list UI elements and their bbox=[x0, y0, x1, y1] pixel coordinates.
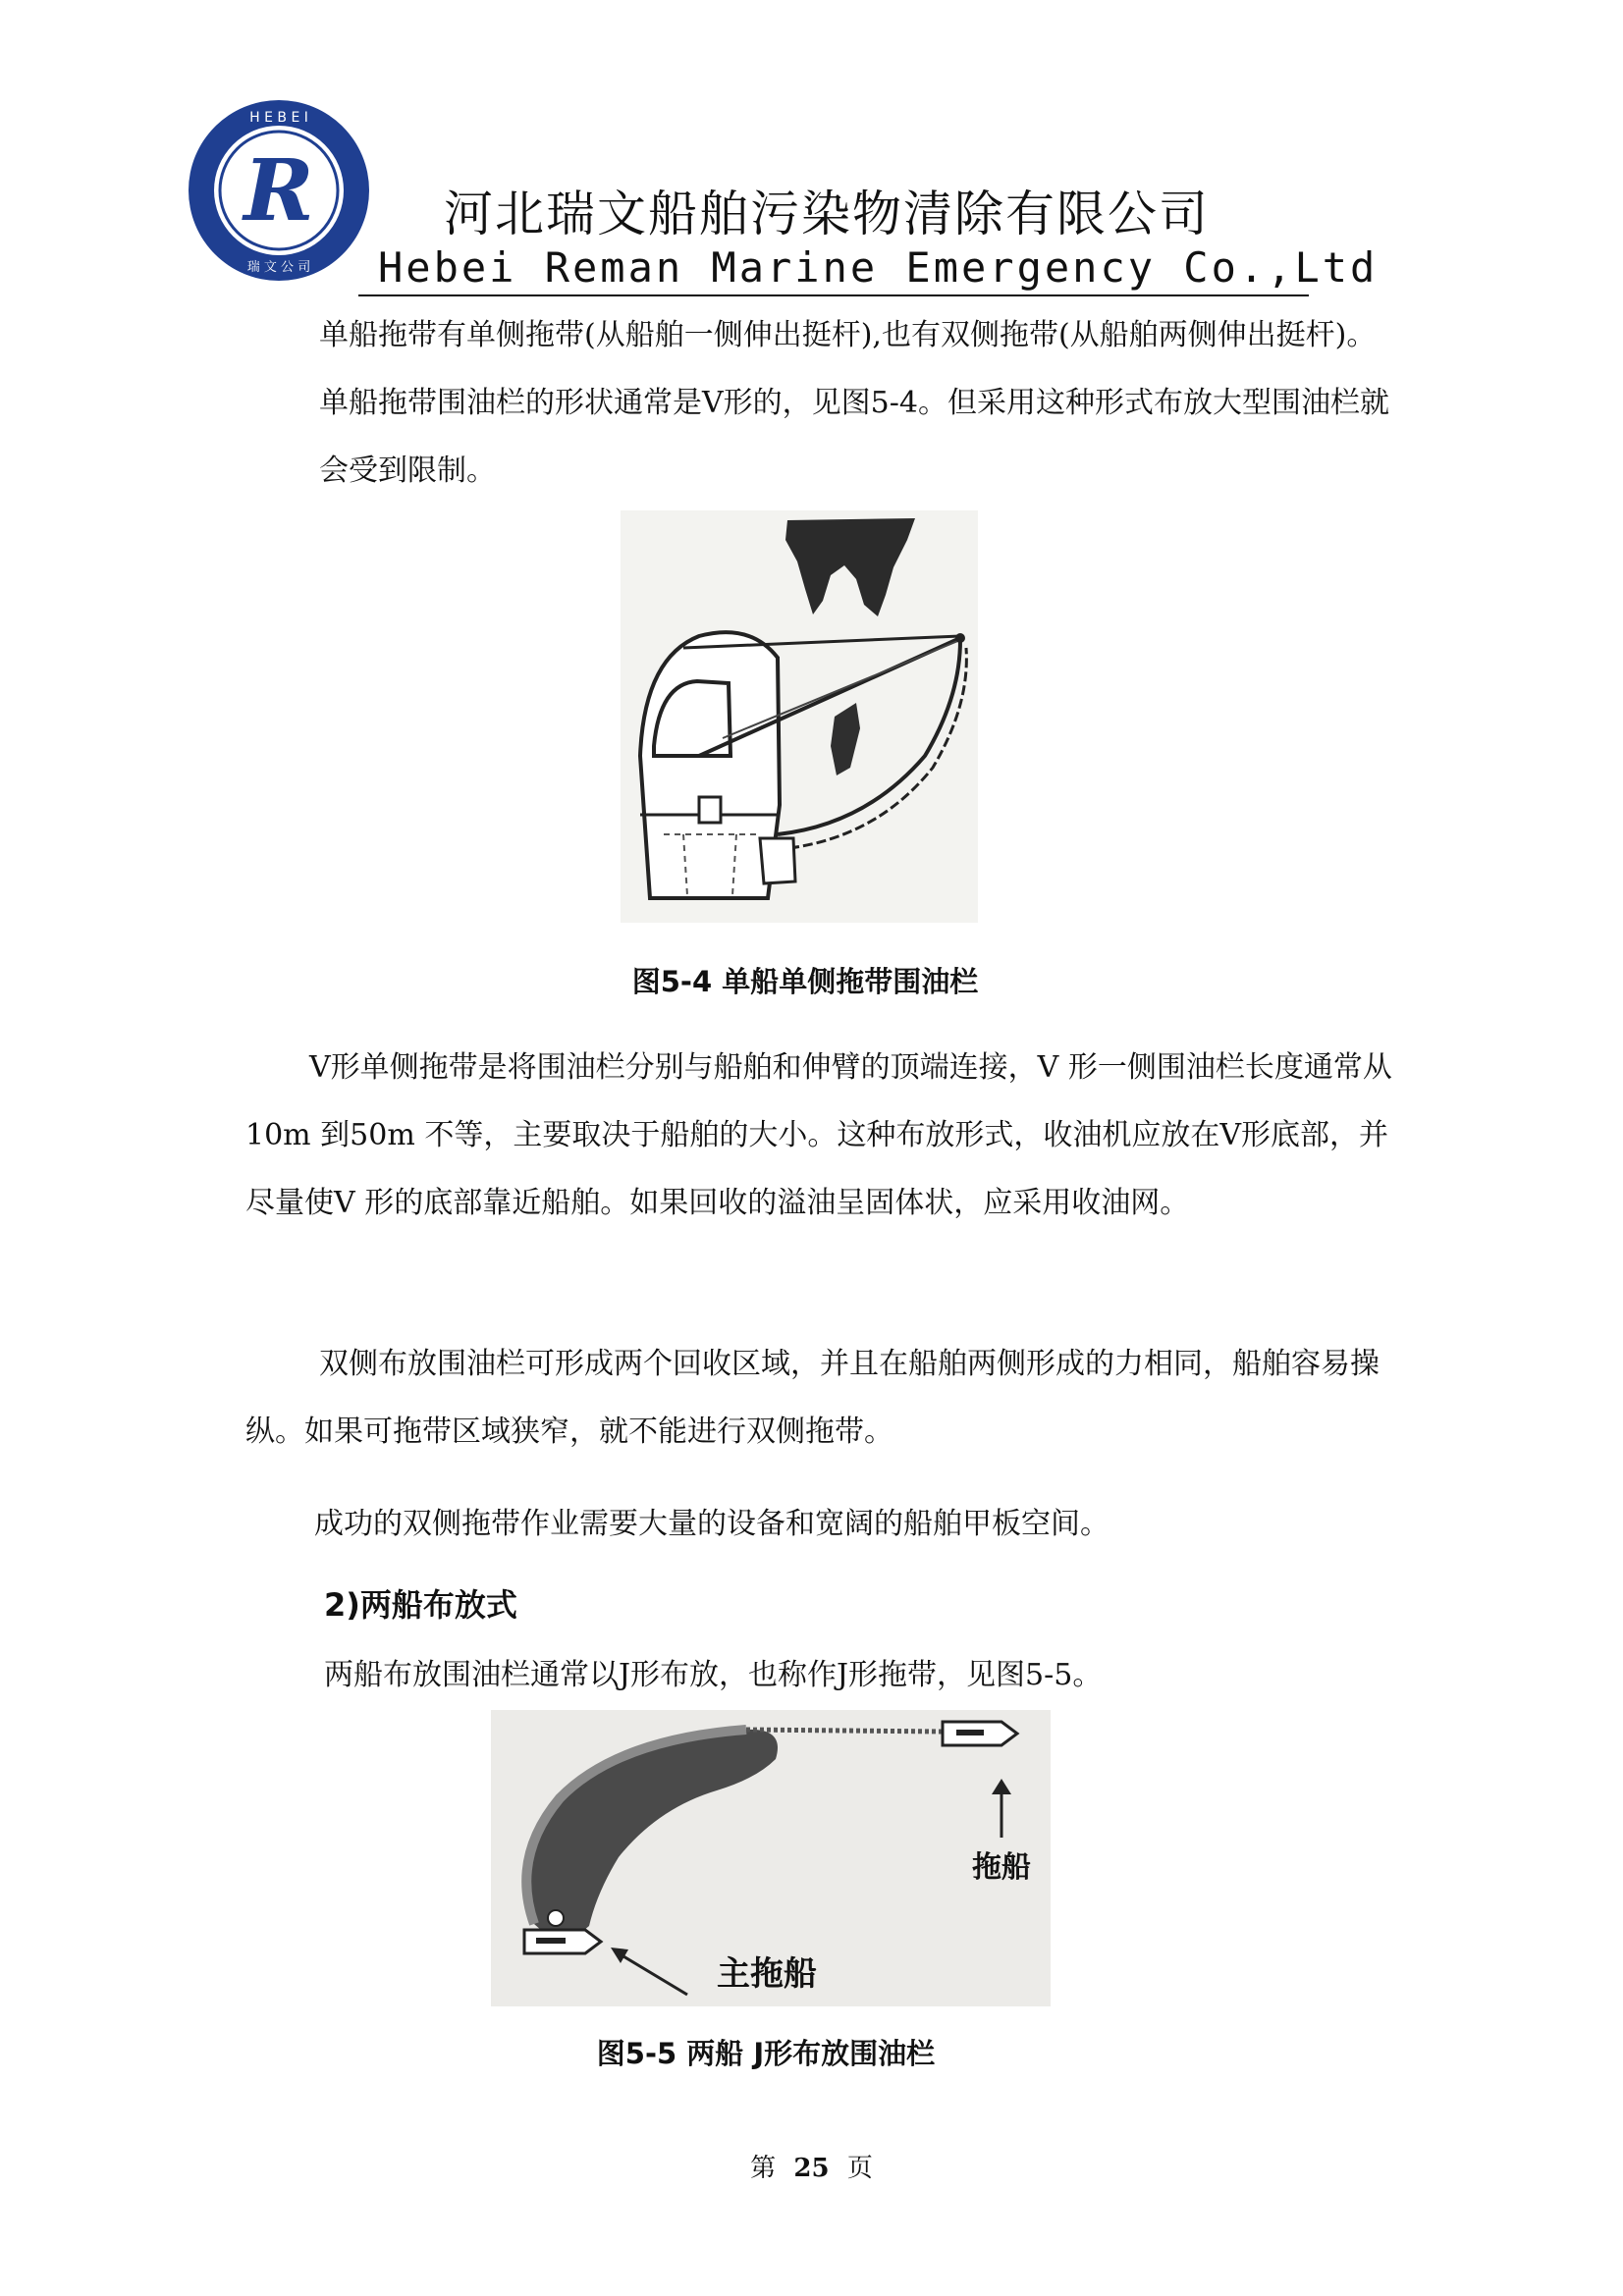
paragraph-v-single-side: V形单侧拖带是将围油栏分别与船舶和伸臂的顶端连接，V 形一侧围油栏长度通常从 10m 到50m 不等，主要取决于船舶的大小。这种布放形式，收油机应放在V形底部，并尽量使V 形的底部靠近船舶。如果回收的溢油呈固体状，应采用收油网。 bbox=[245, 1050, 1392, 1220]
page-suffix: 页 bbox=[846, 2154, 873, 2183]
figure-5-5-two-vessel-j-boom bbox=[491, 1710, 1051, 2006]
logo-letter: R bbox=[243, 141, 314, 240]
page-footer bbox=[0, 2148, 1623, 2184]
paragraph-double-side-equipment: 成功的双侧拖带作业需要大量的设备和宽阔的船舶甲板空间。 bbox=[314, 1507, 1109, 1541]
paragraph-single-vessel-towing: 单船拖带有单侧拖带(从船舶一侧伸出挺杆),也有双侧拖带(从船舶两侧伸出挺杆)。单船拖带围油栏的形状通常是V形的，见图5-4。但采用这种形式布放大型围油栏就会受到限制。 bbox=[319, 318, 1389, 488]
paragraph-double-side: 双侧布放围油栏可形成两个回收区域，并且在船舶两侧形成的力相同，船舶容易操纵。如果可拖带区域狭窄，就不能进行双侧拖带。 bbox=[245, 1347, 1380, 1449]
page-prefix: 第 bbox=[750, 2154, 777, 2183]
figure-label-main-tug: 主拖船 bbox=[717, 1954, 817, 1994]
figure-5-4-caption: 图5-4 单船单侧拖带围油栏 bbox=[631, 965, 979, 998]
section-heading-two-vessel: 2)两船布放式 bbox=[324, 1586, 517, 1624]
figure-5-4-boat-v-boom bbox=[621, 510, 978, 923]
paragraph-two-vessel-j: 两船布放围油栏通常以J形布放，也称作J形拖带，见图5-5。 bbox=[324, 1658, 1103, 1692]
company-name-cn: 河北瑞文船舶污染物清除有限公司 bbox=[444, 186, 1210, 242]
page-number: 25 bbox=[793, 2154, 830, 2183]
figure-5-5-caption: 图5-5 两船 J形布放围油栏 bbox=[596, 2037, 936, 2070]
logo-ring-bottom-text: 瑞 文 公 司 bbox=[246, 260, 311, 275]
company-name-en: Hebei Reman Marine Emergency Co.,Ltd bbox=[378, 243, 1379, 292]
company-logo bbox=[187, 98, 371, 283]
logo-ring-top-text: H E B E I bbox=[249, 110, 308, 126]
figure-label-tug: 拖船 bbox=[972, 1850, 1031, 1885]
header-rule bbox=[358, 294, 1309, 296]
